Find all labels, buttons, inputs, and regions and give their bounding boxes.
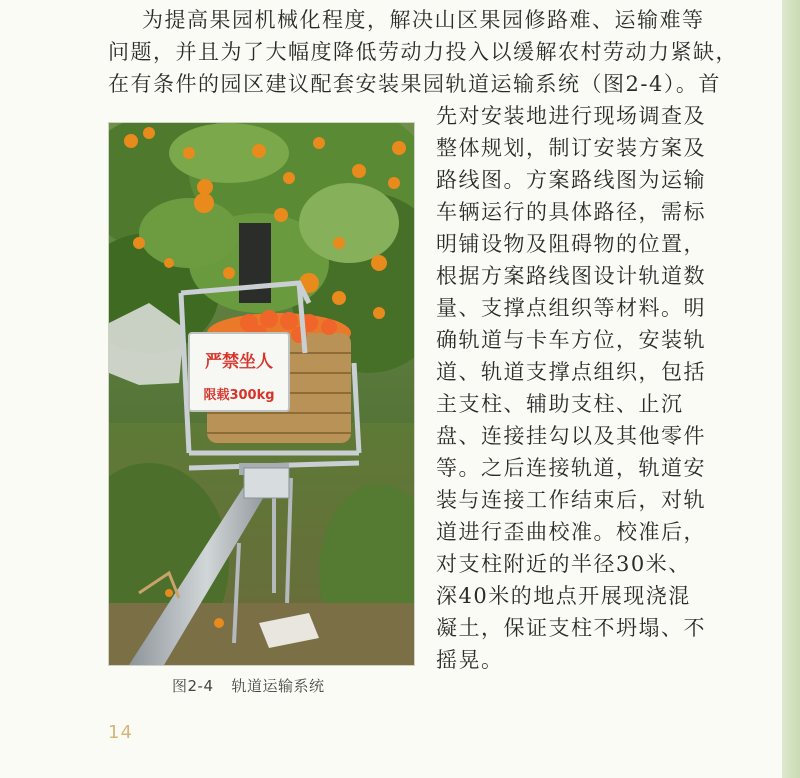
body-right-line: 盘、连接挂勾以及其他零件 <box>436 424 706 448</box>
body-right-line: 摇晃。 <box>436 648 504 672</box>
sign-text-no-riding: 严禁坐人 <box>205 352 273 372</box>
page-number: 14 <box>108 722 133 743</box>
body-line-3: 在有条件的园区建议配套安装果园轨道运输系统（图2-4）。首 <box>108 72 721 96</box>
body-right-line: 整体规划，制订安装方案及 <box>436 136 706 160</box>
body-right-line: 根据方案路线图设计轨道数 <box>436 264 706 288</box>
body-right-line: 等。之后连接轨道，轨道安 <box>436 456 706 480</box>
body-right-line: 对支柱附近的半径30米、 <box>436 552 691 576</box>
body-right-line: 先对安装地进行现场调查及 <box>436 104 706 128</box>
carriage-mount <box>244 468 289 498</box>
body-right-line: 深40米的地点开展现浇混 <box>436 584 691 608</box>
figure-caption-number: 图2-4 <box>172 677 214 695</box>
page-edge-strip <box>782 0 800 778</box>
body-right-line: 明铺设物及阻碍物的位置， <box>436 232 706 256</box>
body-right-line: 凝土，保证支柱不坍塌、不 <box>436 616 706 640</box>
body-right-line: 道进行歪曲校准。校准后， <box>436 520 706 544</box>
orchard-rail-illustration <box>109 123 414 665</box>
figure-photo-orchard-rail <box>108 122 415 666</box>
warning-sign <box>189 333 289 411</box>
body-right-line: 确轨道与卡车方位，安装轨 <box>436 328 706 352</box>
body-right-line: 主支柱、辅助支柱、止沉 <box>436 392 684 416</box>
body-line-2: 问题，并且为了大幅度降低劳动力投入以缓解农村劳动力紧缺， <box>108 40 738 64</box>
body-right-line: 路线图。方案路线图为运输 <box>436 168 706 192</box>
body-right-line: 装与连接工作结束后，对轨 <box>436 488 706 512</box>
body-right-line: 量、支撑点组织等材料。明 <box>436 296 706 320</box>
body-line-1: 为提高果园机械化程度，解决山区果园修路难、运输难等 <box>142 8 705 32</box>
body-right-line: 道、轨道支撑点组织，包括 <box>436 360 706 384</box>
figure-caption <box>172 675 325 696</box>
body-right-line: 车辆运行的具体路径，需标 <box>436 200 706 224</box>
sign-text-load-limit: 限载300kg <box>203 388 275 403</box>
figure-caption-title: 轨道运输系统 <box>231 677 325 695</box>
worker-silhouette <box>239 223 271 303</box>
